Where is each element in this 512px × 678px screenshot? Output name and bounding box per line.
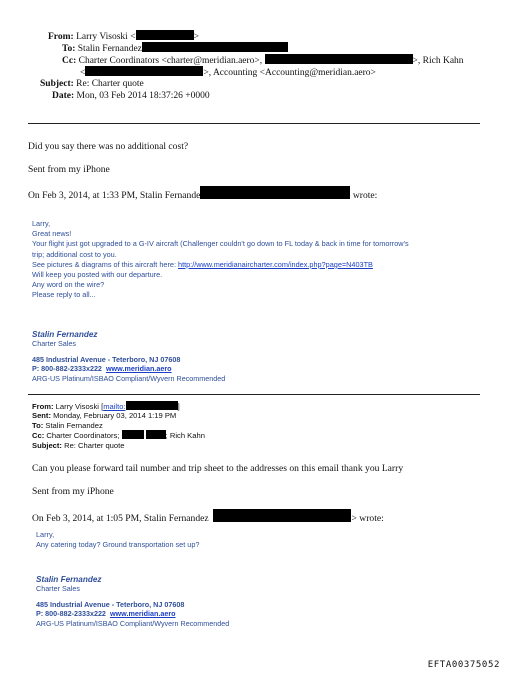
header2-cc bbox=[32, 430, 205, 440]
h2-from-label: From: bbox=[32, 402, 54, 411]
h2-sent-label: Sent: bbox=[32, 411, 51, 421]
h2-cc-value: Charter Coordinators; bbox=[46, 431, 120, 441]
header2-to bbox=[32, 421, 205, 430]
quote2-line: Larry, bbox=[36, 530, 55, 539]
cc-line2-a: < bbox=[80, 68, 86, 78]
sig-title: Charter Sales bbox=[32, 339, 76, 348]
redaction bbox=[200, 186, 350, 199]
sig-phone-line bbox=[32, 364, 225, 373]
signature-1 bbox=[32, 330, 225, 383]
quote1-line-text: See pictures & diagrams of this aircraft here: bbox=[32, 259, 179, 269]
h2-to-value: Stalin Fernandez bbox=[45, 420, 103, 430]
sig-compliance: ARG-US Platinum/ISBAO Compliant/Wyvern Recommended bbox=[32, 373, 226, 383]
quote1-line: Any word on the wire? bbox=[32, 280, 105, 290]
h2-cc-label: Cc: bbox=[32, 431, 45, 441]
redaction bbox=[142, 42, 288, 52]
header-subject bbox=[40, 78, 144, 90]
sig-name: Stalin Fernandez bbox=[36, 575, 102, 584]
sig-phone-line bbox=[36, 609, 229, 618]
sig-web-link[interactable]: www.meridian.aero bbox=[109, 609, 176, 619]
body2-on-text: On Feb 3, 2014, at 1:05 PM, Stalin Fernandez bbox=[32, 513, 209, 524]
header2-subject bbox=[32, 441, 205, 450]
header2-sent bbox=[32, 411, 205, 420]
h2-subject-value: Re: Charter quote bbox=[64, 440, 125, 450]
reply-divider bbox=[28, 394, 480, 395]
signature-2 bbox=[36, 575, 229, 628]
quote1-line: Larry, bbox=[32, 219, 51, 228]
sig-name: Stalin Fernandez bbox=[32, 330, 98, 339]
quote1-line: Please reply to all... bbox=[32, 290, 96, 300]
body1-question: Did you say there was no additional cost? bbox=[28, 141, 189, 152]
body1-on bbox=[28, 186, 377, 201]
to-label: To: bbox=[62, 44, 76, 54]
quote1 bbox=[32, 219, 409, 301]
body1-on-text: On Feb 3, 2014, at 1:33 PM, Stalin Fernande bbox=[28, 190, 201, 201]
sig-title: Charter Sales bbox=[36, 584, 80, 593]
header2-from: From: Larry Visoski [mailto: ] bbox=[32, 402, 180, 411]
quote2 bbox=[36, 530, 199, 550]
redaction bbox=[126, 401, 178, 410]
bates-stamp: EFTA00375052 bbox=[427, 660, 500, 670]
mailto-link[interactable]: mailto: bbox=[103, 402, 126, 411]
cc-value-2: >, Rich Kahn bbox=[412, 56, 464, 66]
header-date bbox=[52, 90, 210, 102]
h2-cc-value-2: ; Rich Kahn bbox=[165, 431, 205, 441]
quote1-line: Will keep you posted with our departure. bbox=[32, 270, 163, 280]
date-value: Mon, 03 Feb 2014 18:37:26 +0000 bbox=[76, 91, 210, 101]
header2 bbox=[32, 401, 205, 450]
body2-sent: Sent from my iPhone bbox=[32, 486, 114, 497]
body2-request: Can you please forward tail number and trip sheet to the addresses on this email thank you Larry bbox=[32, 463, 404, 474]
cc-value: Charter Coordinators <charter@meridian.aero>, bbox=[78, 56, 263, 66]
body1-sent: Sent from my iPhone bbox=[28, 164, 110, 175]
header-from: From: Larry Visoski < > bbox=[48, 32, 199, 42]
to-value: Stalin Fernandez bbox=[77, 44, 142, 54]
sig-phone: P: 800-882-2333x222 bbox=[36, 609, 106, 619]
redaction bbox=[85, 66, 203, 76]
header-divider bbox=[28, 123, 480, 124]
sig-address: 485 Industrial Avenue - Teterboro, NJ 07608 bbox=[32, 355, 181, 365]
h2-from-value: Larry Visoski [ bbox=[55, 402, 104, 411]
quote1-line bbox=[32, 260, 409, 270]
redaction bbox=[122, 430, 144, 439]
quote1-line: trip; additional cost to you. bbox=[32, 249, 117, 259]
body1-wrote: wrote: bbox=[352, 190, 378, 201]
sig-address: 485 Industrial Avenue - Teterboro, NJ 07608 bbox=[36, 600, 185, 610]
quote1-line: Your flight just got upgraded to a G-IV aircraft (Challenger couldn't go down to FL today & back in time for tomorrow's bbox=[32, 239, 409, 249]
subject-value: Re: Charter quote bbox=[76, 79, 144, 89]
cc-line2-b: >, Accounting <Accounting@meridian.aero> bbox=[203, 68, 376, 78]
sig-web-link[interactable]: www.meridian.aero bbox=[105, 364, 172, 374]
body2-wrote: > wrote: bbox=[351, 513, 384, 524]
redaction bbox=[146, 430, 166, 439]
h2-subject-label: Subject: bbox=[32, 440, 62, 450]
quote2-line: Any catering today? Ground transportation set up? bbox=[36, 540, 200, 550]
redaction bbox=[265, 54, 413, 64]
from-label: From: bbox=[48, 32, 74, 42]
h2-to-label: To: bbox=[32, 420, 44, 430]
body2-on bbox=[32, 509, 384, 524]
sig-compliance: ARG-US Platinum/ISBAO Compliant/Wyvern Recommended bbox=[36, 618, 230, 628]
aircraft-link[interactable]: http://www.meridianaircharter.com/index.php?page=N403TB bbox=[178, 259, 373, 269]
quote1-line: Great news! bbox=[32, 229, 72, 239]
from-value: Larry Visoski < bbox=[76, 32, 136, 42]
subject-label: Subject: bbox=[40, 79, 74, 89]
date-label: Date: bbox=[52, 91, 75, 101]
sig-phone: P: 800-882-2333x222 bbox=[32, 364, 102, 374]
cc-label: Cc: bbox=[62, 56, 77, 66]
redaction bbox=[213, 509, 351, 522]
redaction bbox=[136, 30, 194, 40]
h2-sent-value: Monday, February 03, 2014 1:19 PM bbox=[53, 411, 177, 421]
